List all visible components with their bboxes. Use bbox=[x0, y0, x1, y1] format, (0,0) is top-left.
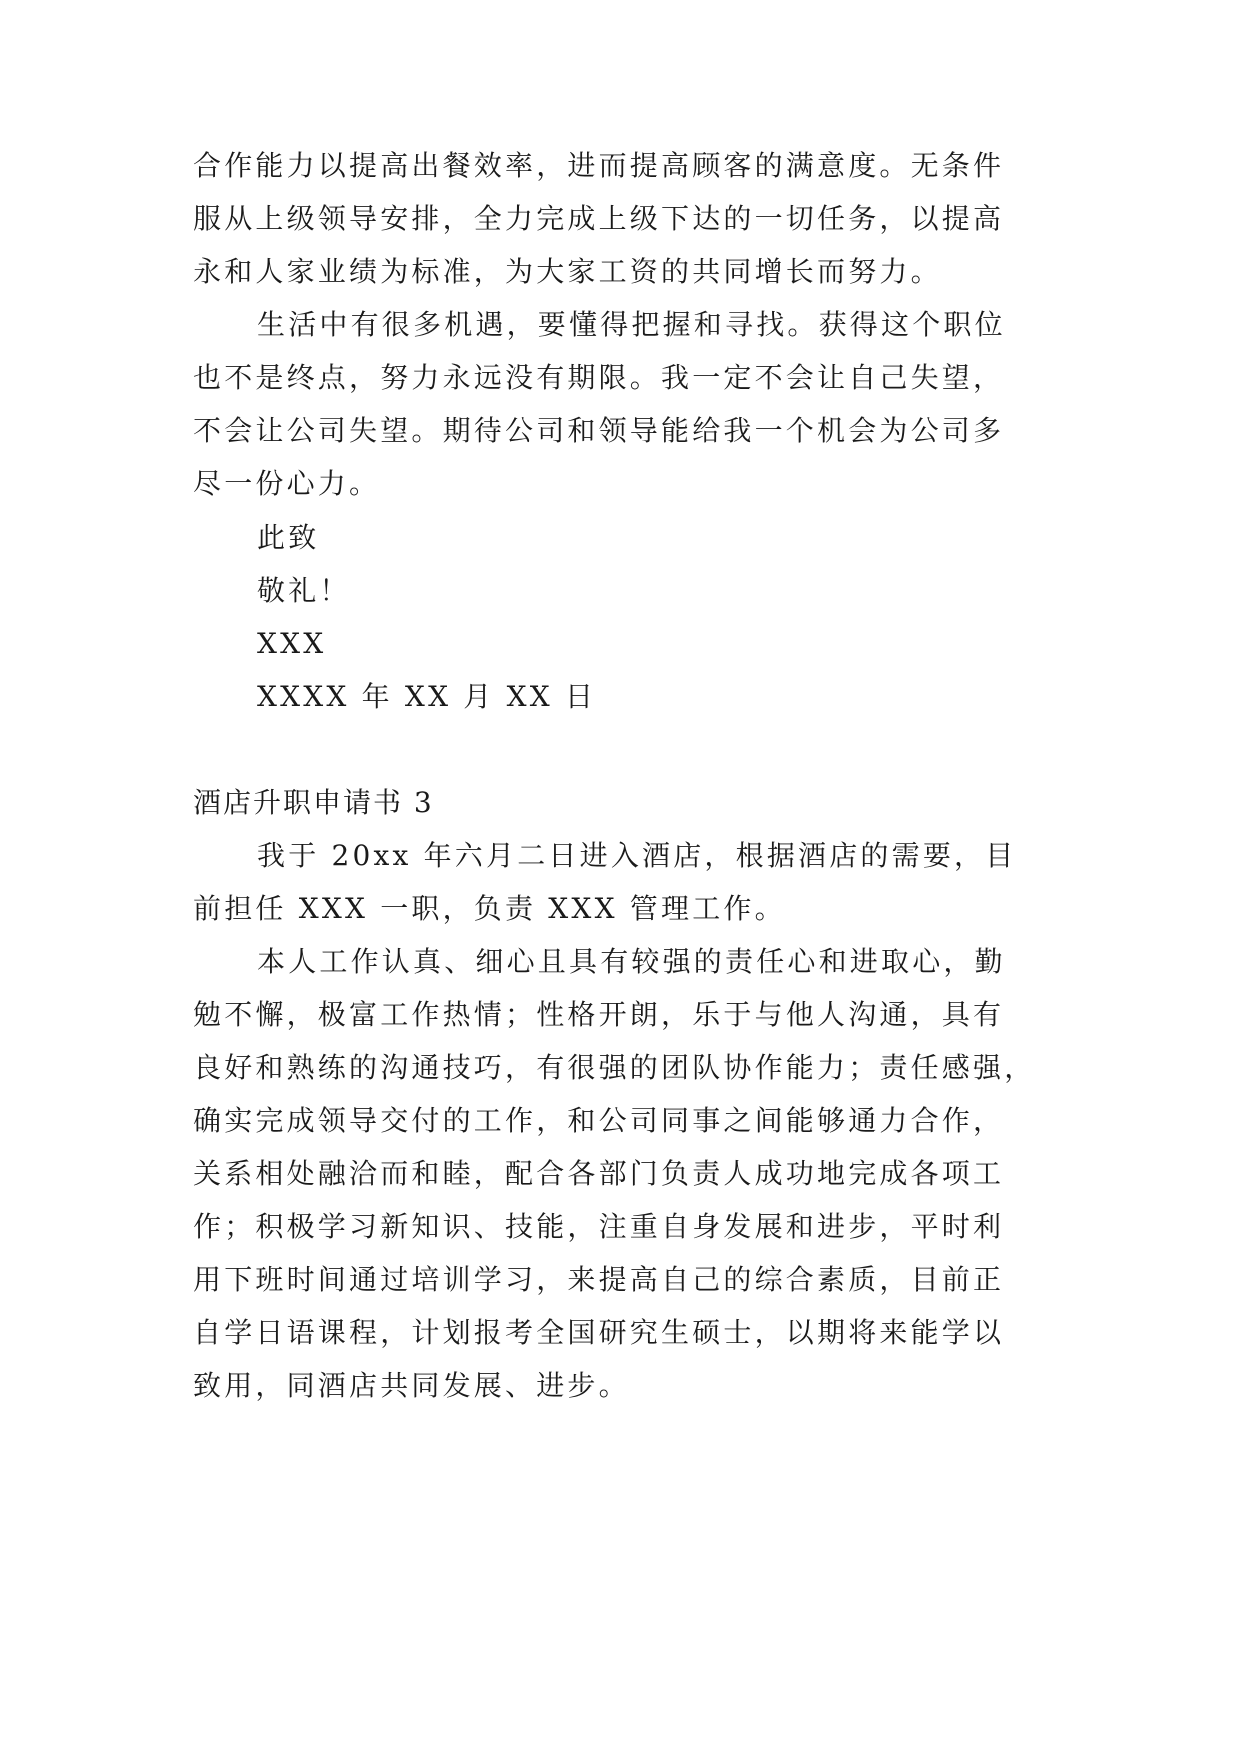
paragraph-line: 良好和熟练的沟通技巧，有很强的团队协作能力；责任感强， bbox=[193, 1051, 1036, 1084]
paragraph-line: 合作能力以提高出餐效率，进而提高顾客的满意度。无条件 bbox=[193, 149, 1005, 182]
paragraph-line: 自学日语课程，计划报考全国研究生硕士，以期将来能学以 bbox=[193, 1316, 1005, 1349]
paragraph-line: 用下班时间通过培训学习，来提高自己的综合素质，目前正 bbox=[193, 1263, 1005, 1296]
paragraph-line: 关系相处融洽而和睦，配合各部门负责人成功地完成各项工 bbox=[193, 1157, 1005, 1190]
paragraph-line: 永和人家业绩为标准，为大家工资的共同增长而努力。 bbox=[193, 255, 942, 288]
paragraph-line: 尽一份心力。 bbox=[193, 467, 381, 500]
paragraph-line: 确实完成领导交付的工作，和公司同事之间能够通力合作， bbox=[193, 1104, 1005, 1137]
paragraph-line: 前担任 XXX 一职，负责 XXX 管理工作。 bbox=[193, 892, 786, 925]
paragraph-line: 生活中有很多机遇，要懂得把握和寻找。获得这个职位 bbox=[257, 308, 1006, 341]
paragraph-line: 致用，同酒店共同发展、进步。 bbox=[193, 1369, 630, 1402]
paragraph-line: 服从上级领导安排，全力完成上级下达的一切任务，以提高 bbox=[193, 202, 1005, 235]
paragraph-line: 也不是终点，努力永远没有期限。我一定不会让自己失望， bbox=[193, 361, 1005, 394]
paragraph-line: 本人工作认真、细心且具有较强的责任心和进取心，勤 bbox=[257, 945, 1006, 978]
paragraph-line: 不会让公司失望。期待公司和领导能给我一个机会为公司多 bbox=[193, 414, 1005, 447]
section-title: 酒店升职申请书 3 bbox=[193, 786, 434, 819]
salute-text: 敬礼！ bbox=[257, 574, 351, 607]
closing-text: 此致 bbox=[257, 521, 320, 554]
paragraph-line: 作；积极学习新知识、技能，注重自身发展和进步，平时利 bbox=[193, 1210, 1005, 1243]
paragraph-line: 勉不懈，极富工作热情；性格开朗，乐于与他人沟通，具有 bbox=[193, 998, 1005, 1031]
paragraph-line: 我于 20xx 年六月二日进入酒店，根据酒店的需要，目 bbox=[257, 839, 1017, 872]
date-text: XXXX 年 XX 月 XX 日 bbox=[257, 680, 597, 713]
signature-text: XXX bbox=[257, 627, 327, 660]
